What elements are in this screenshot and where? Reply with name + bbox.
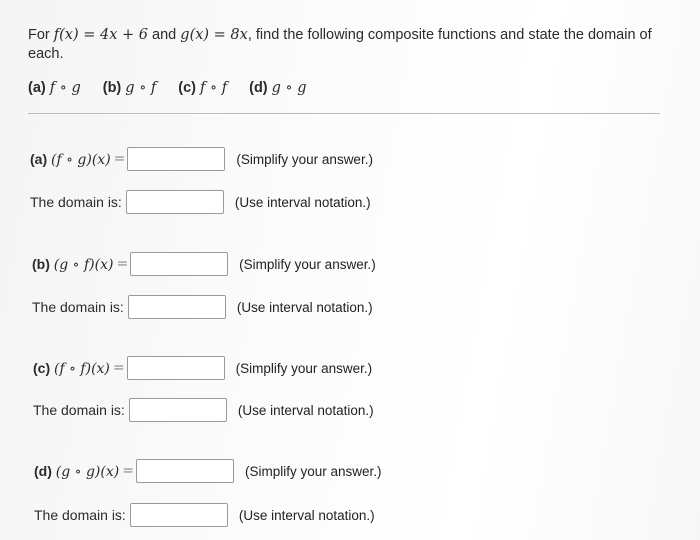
- domain-label-c: The domain is:: [33, 402, 125, 418]
- equals-sign: =: [113, 151, 126, 167]
- simplify-hint-d: (Simplify your answer.): [244, 463, 382, 479]
- question-text: [28, 26, 668, 64]
- question-suffix: , find the following composite functions and state the domain of: [247, 27, 652, 43]
- question-prefix: For: [28, 27, 50, 43]
- composite-label-c: (c) (f ∘ f)(x): [33, 359, 110, 377]
- equals-sign: =: [112, 360, 125, 376]
- answer-row-c: [33, 356, 372, 380]
- interval-hint-b: (Use interval notation.): [236, 299, 373, 315]
- domain-input-c[interactable]: [129, 398, 227, 422]
- domain-input-a[interactable]: [126, 190, 224, 214]
- composite-input-d[interactable]: [136, 459, 234, 483]
- domain-label-a: The domain is:: [30, 194, 122, 210]
- domain-input-d[interactable]: [130, 503, 228, 527]
- question-and: and: [152, 27, 177, 43]
- parts-list: [28, 80, 307, 96]
- answer-row-a: [30, 147, 373, 171]
- domain-input-b[interactable]: [128, 295, 226, 319]
- answer-row-b: [32, 252, 376, 276]
- composite-input-b[interactable]: [130, 252, 228, 276]
- part-c: (c) f ∘ f: [178, 80, 228, 96]
- simplify-hint-c: (Simplify your answer.): [235, 360, 373, 376]
- part-b: (b) g ∘ f: [102, 80, 157, 96]
- domain-row-d: [34, 503, 375, 527]
- question-line2: each.: [28, 46, 64, 62]
- composite-input-a[interactable]: [127, 147, 225, 171]
- composite-label-a: (a) (f ∘ g)(x): [30, 150, 111, 168]
- composite-label-b: (b) (g ∘ f)(x): [32, 255, 114, 273]
- interval-hint-d: (Use interval notation.): [238, 507, 375, 523]
- g-definition: g(x) = 8x: [180, 27, 248, 43]
- part-d: (d) g ∘ g: [249, 80, 307, 96]
- composite-label-d: (d) (g ∘ g)(x): [34, 462, 120, 480]
- equals-sign: =: [116, 256, 129, 272]
- interval-hint-a: (Use interval notation.): [234, 194, 371, 210]
- domain-row-a: [30, 190, 371, 214]
- composite-input-c[interactable]: [127, 356, 225, 380]
- part-a: (a) f ∘ g: [28, 80, 81, 96]
- divider: [28, 113, 660, 114]
- interval-hint-c: (Use interval notation.): [237, 402, 374, 418]
- answer-row-d: [34, 459, 382, 483]
- simplify-hint-a: (Simplify your answer.): [236, 151, 373, 167]
- domain-label-b: The domain is:: [32, 299, 124, 315]
- simplify-hint-b: (Simplify your answer.): [239, 256, 376, 272]
- domain-row-b: [32, 295, 373, 319]
- equals-sign: =: [122, 463, 134, 479]
- domain-label-d: The domain is:: [34, 507, 126, 523]
- domain-row-c: [33, 398, 374, 422]
- f-definition: f(x) = 4x + 6: [53, 27, 149, 43]
